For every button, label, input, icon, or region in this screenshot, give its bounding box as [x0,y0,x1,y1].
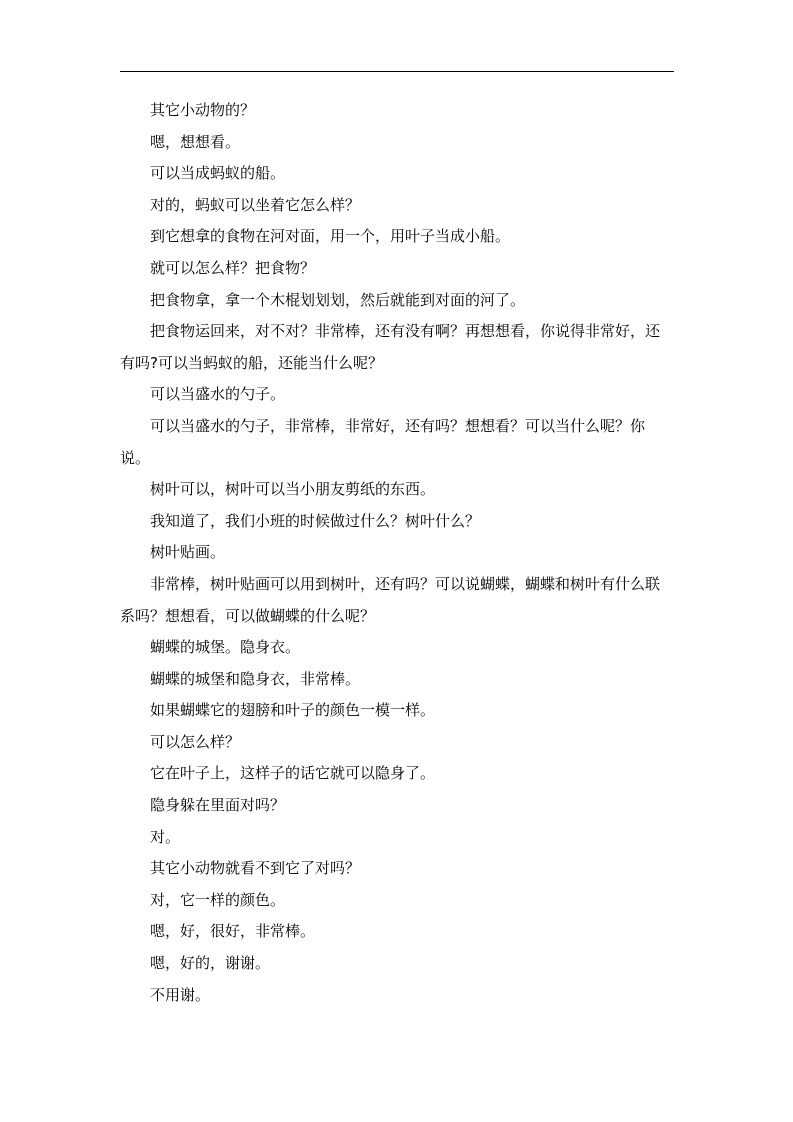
paragraph: 其它小动物就看不到它了对吗？ [150,859,361,878]
paragraph: 嗯，好，很好，非常棒。 [150,922,316,941]
paragraph: 就可以怎么样？把食物？ [150,258,316,277]
paragraph: 如果蝴蝶它的翅膀和叶子的颜色一模一样。 [150,701,436,720]
paragraph: 对的，蚂蚁可以坐着它怎么样？ [150,195,361,214]
paragraph: 非常棒，树叶贴画可以用到树叶，还有吗？可以说蝴蝶，蝴蝶和树叶有什么联系吗？想想看，可以做蝴蝶的什么呢？ [120,574,661,625]
paragraph: 对，它一样的颜色。 [150,890,286,909]
paragraph: 隐身躲在里面对吗？ [150,796,286,815]
paragraph: 蝴蝶的城堡。隐身衣。 [150,638,301,657]
paragraph: 对。 [150,827,181,846]
header-rule [120,71,674,72]
paragraph: 树叶可以，树叶可以当小朋友剪纸的东西。 [150,480,436,499]
paragraph: 可以怎么样？ [150,732,241,751]
paragraph: 可以当成蚂蚁的船。 [150,164,286,183]
paragraph: 其它小动物的？ [150,101,256,119]
paragraph: 它在叶子上，这样子的话它就可以隐身了。 [150,764,436,783]
paragraph: 蝴蝶的城堡和隐身衣，非常棒。 [150,669,361,688]
paragraph: 可以当盛水的勺子。 [150,385,286,404]
paragraph: 不用谢。 [150,985,211,1004]
paragraph: 我知道了，我们小班的时候做过什么？树叶什么？ [150,511,481,530]
body-text [120,95,674,1011]
paragraph: 把食物运回来，对不对？非常棒，还有没有啊？再想想看，你说得非常好，还有吗?可以当蚂蚁的船，还能当什么呢？ [120,322,661,372]
paragraph: 嗯，好的，谢谢。 [150,954,271,973]
paragraph: 到它想拿的食物在河对面，用一个，用叶子当成小船。 [150,227,511,246]
paragraph: 树叶贴画。 [150,543,226,562]
paragraph: 可以当盛水的勺子，非常棒，非常好，还有吗？想想看？可以当什么呢？你说。 [120,416,646,467]
paragraph: 嗯，想想看。 [150,132,241,151]
paragraph: 把食物拿，拿一个木棍划划划，然后就能到对面的河了。 [150,290,526,309]
